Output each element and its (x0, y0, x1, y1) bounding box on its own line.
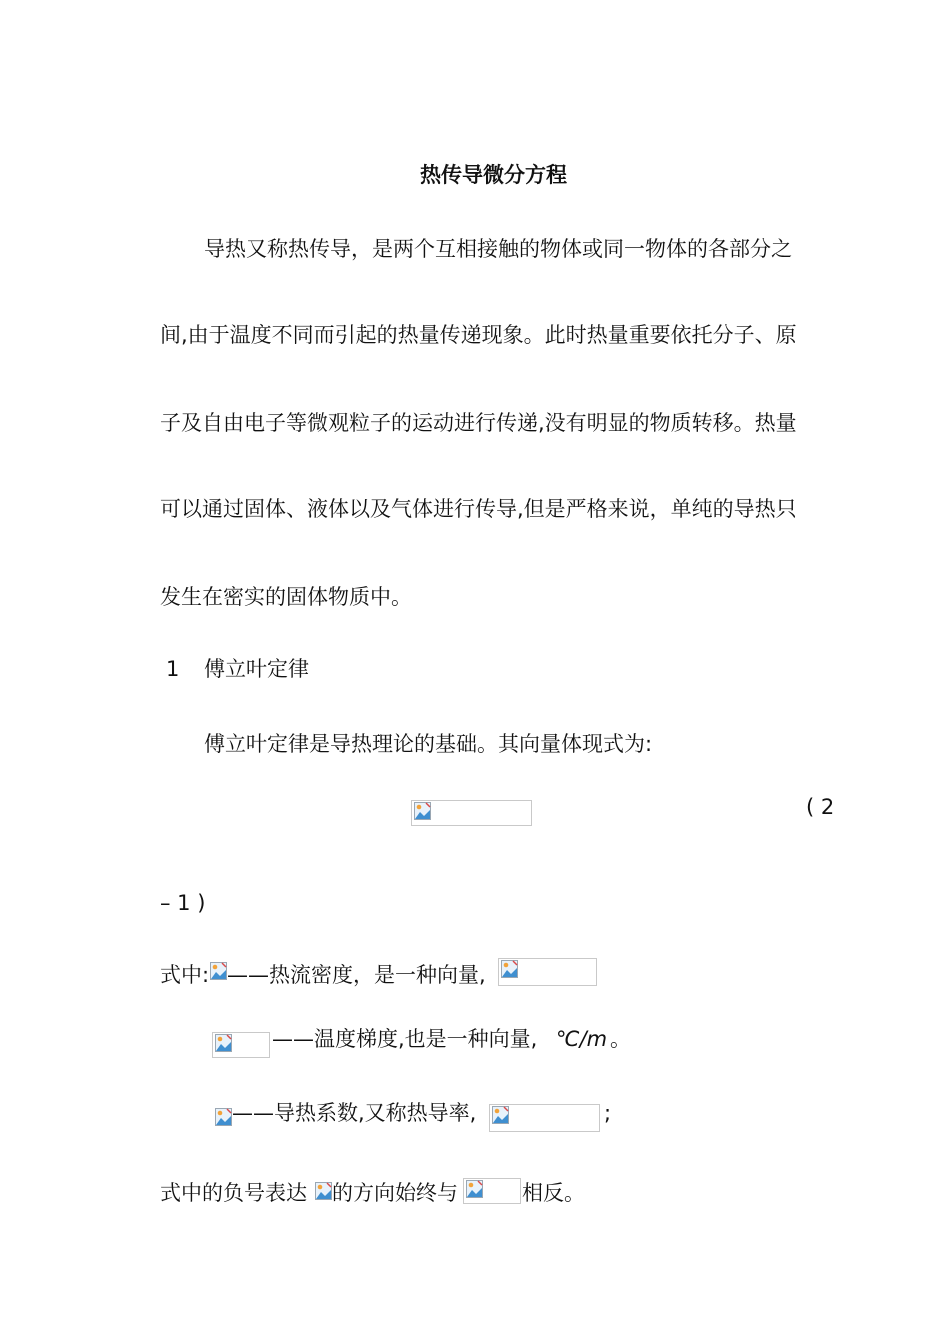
broken-image-icon (215, 1034, 232, 1052)
broken-image-icon (466, 1180, 483, 1198)
paragraph-line: 子及自由电子等微观粒子的运动进行传递,没有明显的物质转移。热量 (160, 411, 797, 435)
section-number: 1 (166, 657, 180, 681)
semicolon: ; (604, 1101, 612, 1125)
definition-text: ——热流密度，是一种向量, (227, 963, 486, 987)
paragraph-line: 可以通过固体、液体以及气体进行传导,但是严格来说，单纯的导热只 (160, 497, 797, 521)
equation-label-continued: – 1 ) (160, 891, 206, 915)
period: 。 (610, 1027, 631, 1051)
broken-image-icon (492, 1106, 509, 1124)
broken-image-icon (215, 1108, 232, 1126)
paragraph-line: 发生在密实的固体物质中。 (160, 585, 412, 609)
broken-image-icon (210, 962, 227, 980)
broken-image-icon (414, 802, 431, 820)
sentence-part: 式中的负号表达 (160, 1181, 307, 1205)
section-heading: 傅立叶定律 (204, 657, 309, 681)
paragraph-line: 间,由于温度不同而引起的热量传递现象。此时热量重要依托分子、原 (160, 323, 797, 347)
sentence-part: 的方向始终与 (332, 1181, 458, 1205)
definition-text: ——温度梯度,也是一种向量, (272, 1027, 538, 1051)
definition-text: ——导热系数,又称热导率, (232, 1101, 477, 1125)
broken-image-icon (501, 960, 518, 978)
broken-image-icon (315, 1182, 332, 1200)
sentence-part: 相反。 (522, 1181, 585, 1205)
definition-prefix: 式中: (160, 963, 210, 987)
paragraph-line: 导热又称热传导，是两个互相接触的物体或同一物体的各部分之 (204, 237, 792, 261)
equation-label: ( 2 (806, 795, 835, 819)
paragraph: 傅立叶定律是导热理论的基础。其向量体现式为: (204, 732, 653, 756)
page-title: 热传导微分方程 (420, 163, 567, 187)
unit-text: ℃/m (556, 1027, 608, 1051)
